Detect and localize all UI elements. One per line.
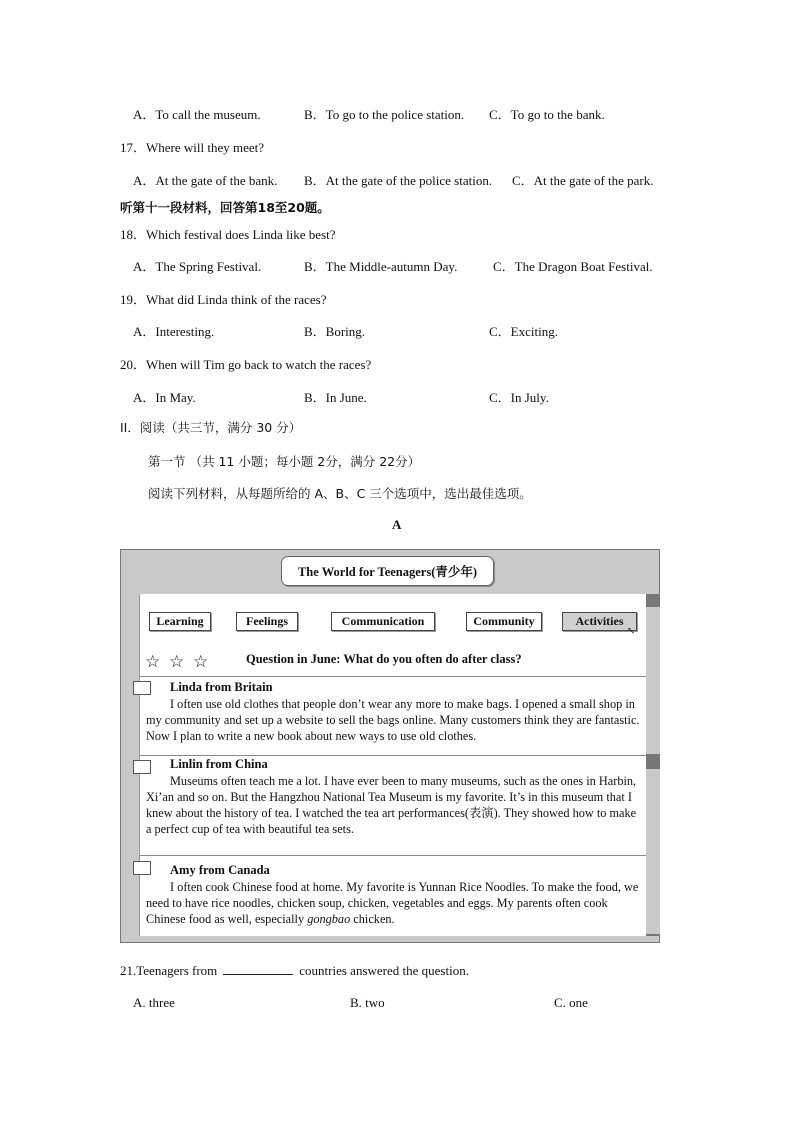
passage-label: A <box>392 517 402 532</box>
entry-text-amy: I often cook Chinese food at home. My favorite is Yunnan Rice Noodles. To make the food, we need to have rice noodles, chicken soup, chicken, vegetables and eggs. My parents often cook Chinese food as well, especially gongbao chicken. <box>146 880 639 926</box>
forum-question: Question in June: What do you often do after class? <box>246 652 522 666</box>
q18-option-b: B．The Middle-autumn Day. <box>304 259 458 274</box>
q17-option-b: B．At the gate of the police station. <box>304 173 493 188</box>
q16-option-a: A．To call the museum. <box>133 107 261 122</box>
tab-communication[interactable]: Communication <box>331 612 435 631</box>
q21-option-b: B. two <box>350 995 385 1010</box>
scroll-up-arrow[interactable] <box>646 594 660 607</box>
q17-stem: 17．Where will they meet? <box>120 140 265 155</box>
cursor-icon: ↖ <box>627 626 636 637</box>
tab-activities[interactable]: Activities <box>562 612 637 631</box>
tab-feelings[interactable]: Feelings <box>236 612 298 631</box>
q18-option-c: C．The Dragon Boat Festival. <box>493 259 653 274</box>
q19-stem: 19．What did Linda think of the races? <box>120 292 327 307</box>
checkbox[interactable] <box>133 760 151 774</box>
star-icon: ☆ <box>145 652 161 672</box>
part-2-title: II．阅读（共三节，满分 30 分） <box>120 420 302 435</box>
reading-instruction: 阅读下列材料，从每题所给的 A、B、C 三个选项中，选出最佳选项。 <box>148 486 532 501</box>
q21-option-c: C. one <box>554 995 588 1010</box>
section-11-heading: 听第十一段材料，回答第18至20题。 <box>120 200 330 215</box>
tab-learning[interactable]: Learning <box>149 612 211 631</box>
q16-option-b: B．To go to the police station. <box>304 107 465 122</box>
website-title: The World for Teenagers(青少年) <box>281 556 494 586</box>
entry-text-linlin: Museums often teach me a lot. I have ever been to many museums, such as the ones in Harbin, Xi’an and so on. But the Hangzhou National Tea Museum is my favorite. It’s in this museum that I knew about the history of tea. I watched the tea art performances(表演). They showed how to make a perfect cup of tea with beautiful tea sets. <box>146 774 637 836</box>
panel-bottom-bar <box>121 936 659 942</box>
q18-stem: 18．Which festival does Linda like best? <box>120 227 336 242</box>
q20-option-b: B．In June. <box>304 390 367 405</box>
tab-community[interactable]: Community <box>466 612 542 631</box>
divider <box>140 855 647 856</box>
q17-option-c: C．At the gate of the park. <box>512 173 654 188</box>
q21-option-a: A. three <box>133 995 175 1010</box>
q19-option-c: C．Exciting. <box>489 324 558 339</box>
entry-name-linda: Linda from Britain <box>170 680 273 694</box>
q20-option-c: C．In July. <box>489 390 549 405</box>
entry-name-amy: Amy from Canada <box>170 863 270 877</box>
entry-text-linda: I often use old clothes that people don’t wear any more to make bags. I opened a small shop in my community and set up a website to sell the bags online. Many customers think they are fantastic. Now I plan to write a new book about new ways to use old clothes. <box>146 697 640 743</box>
q16-option-c: C．To go to the bank. <box>489 107 605 122</box>
star-icon: ☆ <box>193 652 209 672</box>
q18-option-a: A．The Spring Festival. <box>133 259 262 274</box>
q20-stem: 20．When will Tim go back to watch the races? <box>120 357 372 372</box>
q20-option-a: A．In May. <box>133 390 196 405</box>
divider <box>140 676 647 677</box>
q19-option-a: A．Interesting. <box>133 324 215 339</box>
scroll-thumb[interactable] <box>646 754 660 769</box>
entry-name-linlin: Linlin from China <box>170 757 268 771</box>
q17-option-a: A．At the gate of the bank. <box>133 173 278 188</box>
star-icon: ☆ <box>169 652 185 672</box>
checkbox[interactable] <box>133 681 151 695</box>
website-panel <box>120 549 660 943</box>
q19-option-b: B．Boring. <box>304 324 366 339</box>
website-content <box>139 594 648 936</box>
divider <box>140 755 647 756</box>
scrollbar[interactable] <box>646 594 660 942</box>
answer-blank <box>223 962 293 975</box>
checkbox[interactable] <box>133 861 151 875</box>
section-1-heading: 第一节 （共 11 小题；每小题 2分，满分 22分） <box>148 454 421 469</box>
q21-stem: 21.Teenagers from countries answered the question. <box>120 963 469 978</box>
